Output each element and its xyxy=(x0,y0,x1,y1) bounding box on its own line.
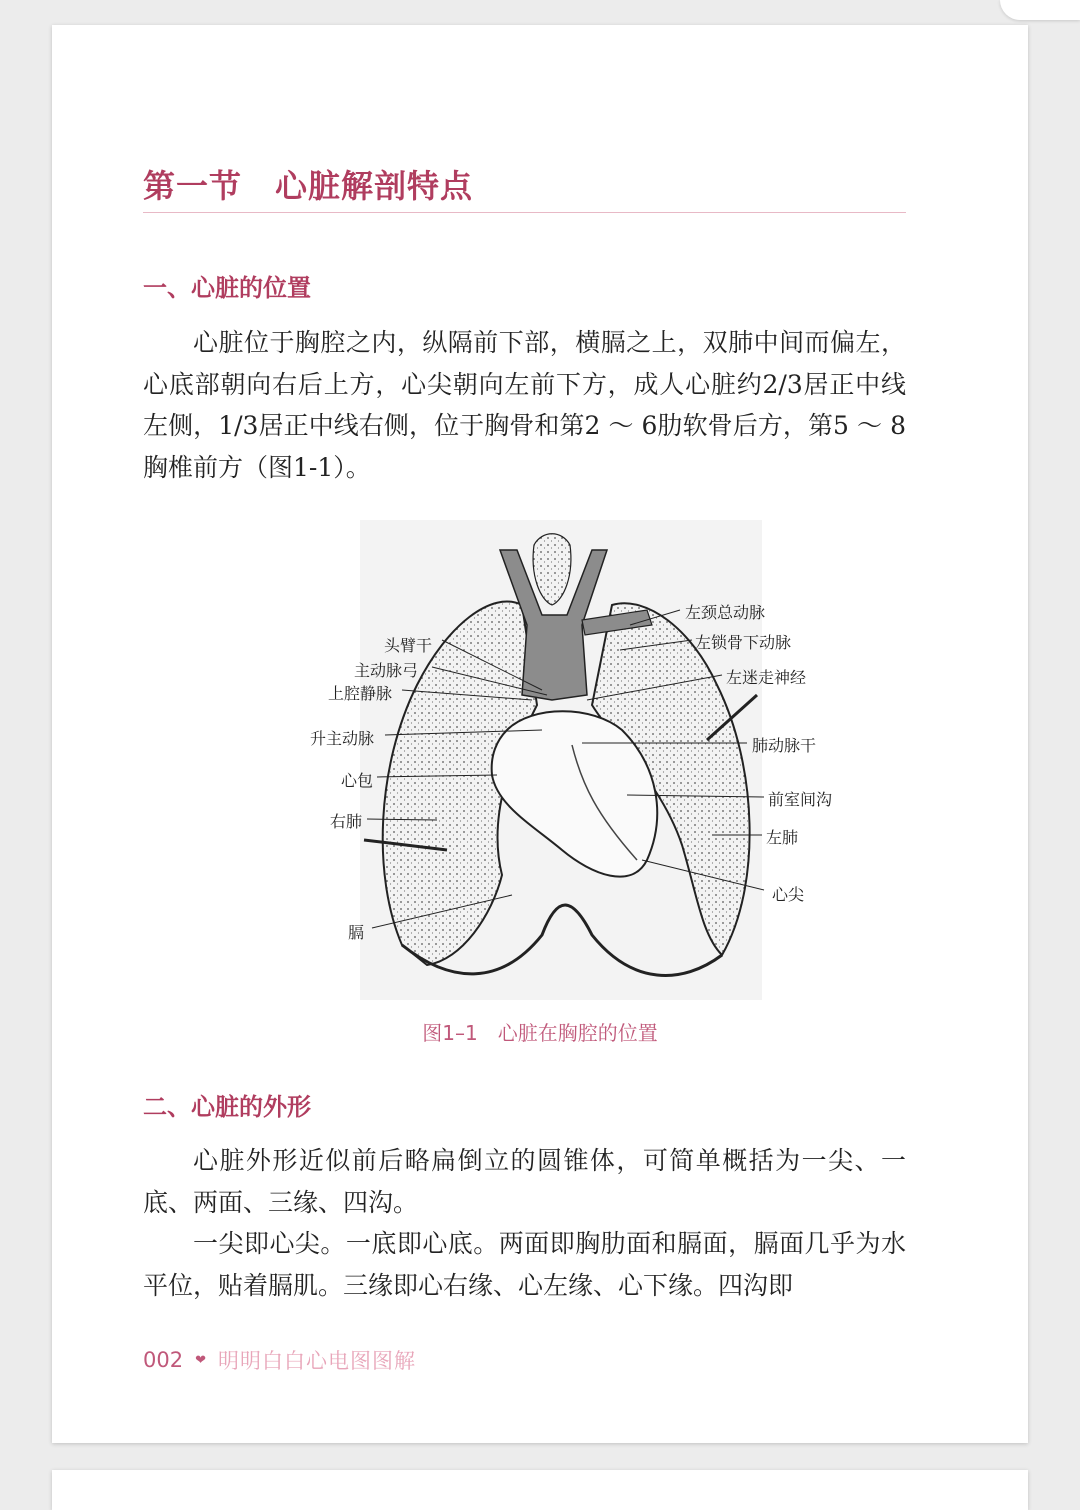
heart-illustration xyxy=(252,515,812,1005)
label-pericardium: 心包 xyxy=(341,771,374,790)
book-title: 明明白白心电图图解 xyxy=(218,1349,416,1373)
label-svc: 上腔静脉 xyxy=(328,684,393,703)
title-divider xyxy=(143,212,906,213)
section-title: 第一节 心脏解剖特点 xyxy=(143,167,474,205)
label-left-subclavian: 左锁骨下动脉 xyxy=(695,633,792,652)
page-number: 002 xyxy=(143,1348,184,1372)
next-page-edge xyxy=(52,1470,1028,1510)
paragraph-position: 心脏位于胸腔之内，纵隔前下部，横膈之上，双肺中间而偏左，心底部朝向右后上方，心尖朝向左前下方，成人心脏约2/3居正中线左侧，1/3居正中线右侧，位于胸骨和第2 ～ 6肋软骨后方，第5 ～ 8胸椎前方（图1-1）。 xyxy=(143,328,906,482)
label-right-lung: 右肺 xyxy=(330,812,363,831)
page-corner xyxy=(1000,0,1080,20)
label-apex: 心尖 xyxy=(772,885,805,904)
book-page xyxy=(52,25,1028,1443)
label-brachiocephalic: 头臂干 xyxy=(384,636,433,655)
paragraph-shape-detail: 一尖即心尖。一底即心底。两面即胸肋面和膈面，膈面几乎为水平位，贴着膈肌。三缘即心右缘、心左缘、心下缘。四沟即 xyxy=(143,1229,906,1300)
paragraph-shape-intro: 心脏外形近似前后略扁倒立的圆锥体，可简单概括为一尖、一底、两面、三缘、四沟。 xyxy=(143,1146,906,1217)
label-left-vagus: 左迷走神经 xyxy=(726,668,807,687)
page-footer xyxy=(143,1345,416,1375)
subsection-heading-position: 一、心脏的位置 xyxy=(143,274,311,302)
label-anterior-groove: 前室间沟 xyxy=(768,790,833,809)
heart-icon: ❤ xyxy=(195,1352,206,1368)
label-left-common-carotid: 左颈总动脉 xyxy=(685,603,766,622)
label-pulmonary-trunk: 肺动脉干 xyxy=(752,736,817,755)
label-ascending-aorta: 升主动脉 xyxy=(310,729,375,748)
figure-caption: 图1–1 心脏在胸腔的位置 xyxy=(422,1021,658,1045)
label-left-lung: 左肺 xyxy=(766,828,799,847)
heart-anatomy-figure xyxy=(252,515,833,1005)
subsection-heading-shape: 二、心脏的外形 xyxy=(143,1093,311,1121)
label-diaphragm: 膈 xyxy=(348,923,365,942)
label-aortic-arch: 主动脉弓 xyxy=(354,661,419,680)
